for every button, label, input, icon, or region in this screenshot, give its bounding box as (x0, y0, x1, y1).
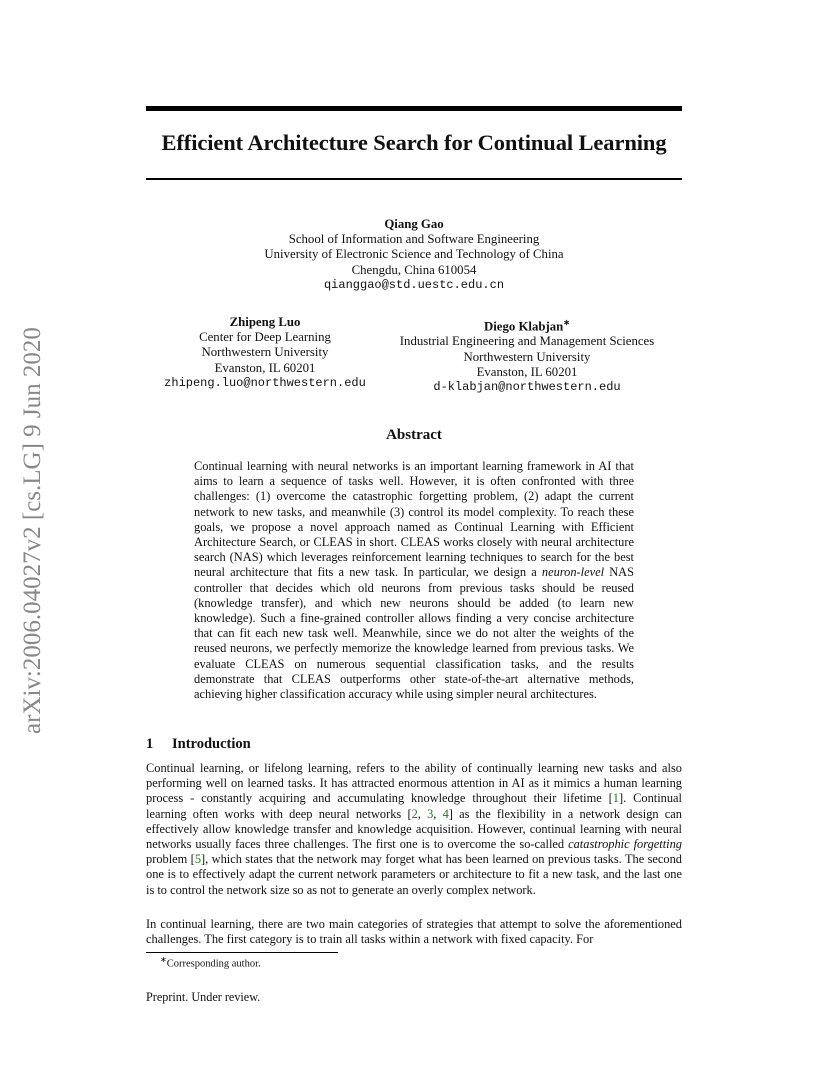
citation-link[interactable]: 2 (411, 806, 418, 821)
section-number: 1 (146, 736, 154, 752)
abstract-emphasis: neuron-level (541, 565, 605, 580)
paragraph-emphasis: catastrophic forgetting (568, 837, 682, 852)
section-title: Introduction (172, 736, 251, 752)
author-name: Diego Klabjan (484, 319, 564, 334)
author-block-left (135, 315, 395, 391)
author-location: Evanston, IL 60201 (476, 364, 578, 379)
paragraph-text: ] as the flexibility in a network design can effectively allow knowledge transfer and knowledge acquisition. However, continual learning with neural networks usually faces three challenges. The first one is to overcome the so-called (146, 806, 683, 852)
author-affiliation: School of Information and Software Engineering (288, 232, 540, 247)
introduction-paragraph-1 (146, 761, 682, 898)
author-email: d-klabjan@northwestern.edu (433, 380, 621, 395)
preprint-footer: Preprint. Under review. (146, 990, 261, 1004)
citation-separator: , (417, 806, 428, 821)
footnote (160, 955, 261, 970)
abstract-text: Continual learning with neural networks is an important learning framework in AI that aims to learn a sequence of tasks well. However, it is often confronted with three challenges: (1) overcome the catastrophic forgetting problem, (2) adapt the current network to new tasks, and meanwhile (3) control its model complexity. To reach these goals, we propose a novel approach named as Continual Learning with Efficient Architecture Search, or CLEAS in short. CLEAS works closely with neural architecture search (NAS) which leverages reinforcement learning techniques to search for the best neural architecture that fits a new task. In particular, we design a (194, 459, 634, 580)
section-heading-introduction (146, 736, 251, 753)
title-bottom-rule (146, 178, 682, 180)
citation-link[interactable]: 5 (194, 852, 202, 867)
citation-link[interactable]: 1 (612, 791, 619, 806)
footnote-rule (146, 952, 338, 953)
author-affiliation: Industrial Engineering and Management Sciences (399, 334, 655, 349)
paragraph-text: Continual learning, or lifelong learning, refers to the ability of continually learning new tasks and also performing well on learned tasks. It has attracted enormous attention in AI as it mimics a human learning process - constantly acquiring and accumulating knowledge throughout their lifetime [ (146, 761, 682, 806)
abstract-body (194, 459, 634, 702)
arxiv-identifier-text: arXiv:2006.04027v2 [cs.LG] 9 Jun 2020 (19, 327, 46, 734)
author-location: Evanston, IL 60201 (214, 360, 316, 375)
introduction-paragraph-2: In continual learning, there are two main categories of strategies that attempt to solve the aforementioned challenges. The first category is to train all tasks within a network with fixed capacity. For (146, 917, 682, 947)
abstract-heading: Abstract (386, 427, 442, 443)
author-name: Qiang Gao (384, 217, 444, 231)
author-email: qianggao@std.uestc.edu.cn (323, 277, 505, 292)
abstract-text: NAS controller that decides which old neurons from previous tasks should be reused (knowledge transfer), and which new neurons should be added (to learn new knowledge). Such a fine-grained controller allows finding a very concise architecture that can fit each new task well. Meanwhile, since we do not alter the weights of the reused neurons, we perfectly memorize the knowledge learned from previous tasks. We evaluate CLEAS on numerous sequential classification tasks, and the results demonstrate that CLEAS outperforms other state-of-the-art alternative methods, achieving higher classification accuracy while using simpler neural architectures. (194, 565, 634, 702)
author-email: zhipeng.luo@northwestern.edu (164, 375, 366, 390)
author-block-main (214, 217, 614, 293)
paragraph-text: problem [ (146, 852, 195, 867)
author-location: Chengdu, China 610054 (351, 262, 477, 277)
author-affiliation: Northwestern University (463, 349, 591, 364)
author-affiliation: Center for Deep Learning (199, 330, 331, 345)
author-affiliation: University of Electronic Science and Technology of China (264, 247, 564, 262)
paragraph-text: ]. Continual learning often works with deep neural networks [ (146, 791, 682, 821)
citation-link[interactable]: 3 (427, 806, 434, 821)
author-name: Zhipeng Luo (229, 315, 301, 329)
citation-separator: , (433, 806, 443, 821)
citation-link[interactable]: 4 (442, 806, 449, 821)
corresponding-author-marker: ∗ (563, 318, 570, 327)
author-name-line (377, 315, 677, 334)
footnote-text: Corresponding author. (166, 958, 261, 970)
paragraph-text: ], which states that the network may forget what has been learned on previous tasks. The second one is to effectively adapt the current network parameters or architecture to fit a new task, and the last one is to control the network size so as not to generate an overly complex network. (146, 852, 682, 897)
author-affiliation: Northwestern University (201, 345, 329, 360)
footnote-marker: ∗ (160, 955, 167, 964)
author-block-right (377, 315, 677, 395)
arxiv-identifier-stamp (7, 264, 51, 734)
title-top-rule (146, 106, 682, 111)
paper-title: Efficient Architecture Search for Continual Learning (161, 130, 667, 155)
